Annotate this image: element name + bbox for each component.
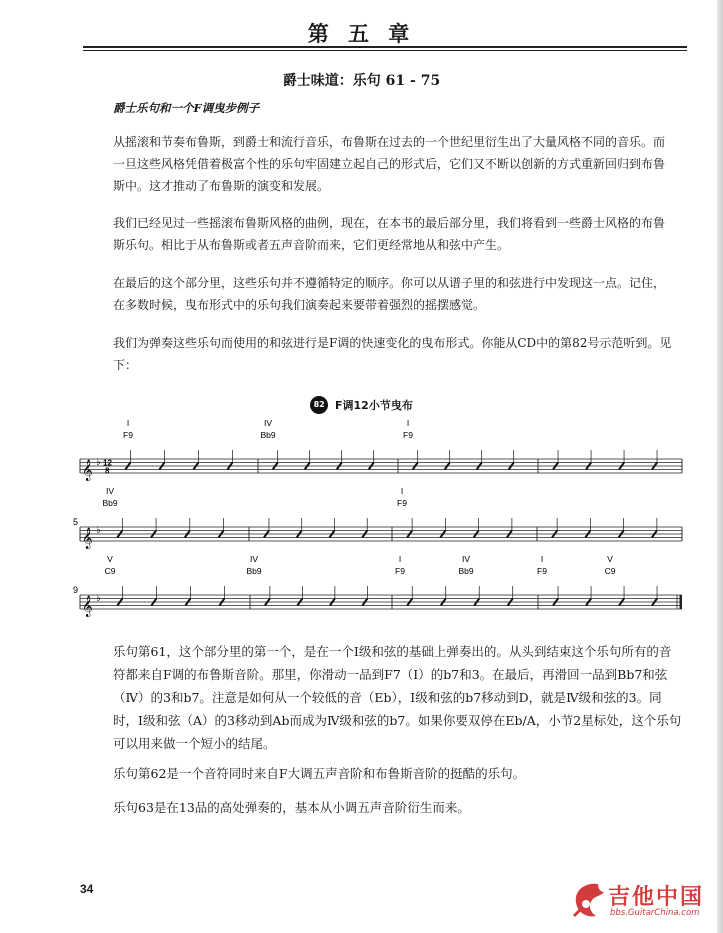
notes-paragraph-2: 乐句第62是一个音符同时来自F大调五声音阶和布鲁斯音阶的挺酷的乐句。 [113, 766, 526, 781]
intro-paragraph-4: 我们为弹奏这些乐句而使用的和弦进行是F调的快速变化的曳布形式。你能从CD中的第82号示范听到。见下： [113, 336, 672, 372]
intro-paragraph-2: 我们已经见过一些摇滚布鲁斯风格的曲例，现在，在本书的最后部分里，我们将看到一些爵士风格的布鲁斯乐句。相比于从布鲁斯或者五声音阶而来，它们更经常地从和弦中产生。 [113, 216, 666, 252]
watermark-text: 吉他中国 [608, 885, 705, 910]
chord-name: F9 [397, 498, 407, 508]
chord-name: C9 [104, 566, 116, 576]
notes-paragraph-3: 乐句63是在13品的高处弹奏的，基本从小调五声音阶衍生而来。 [113, 800, 470, 815]
chord-name: Bb9 [458, 566, 474, 576]
chord-name: F9 [403, 430, 413, 440]
time-signature-bottom: 8 [105, 466, 110, 476]
chord-roman-numeral: I [126, 418, 130, 428]
measure-number: 9 [72, 585, 78, 595]
key-signature-flat: ♭ [96, 593, 101, 604]
chapter-title: 第 五 章 [307, 21, 416, 46]
intro-paragraph-3: 在最后的这个部分里，这些乐句并不遵循特定的顺序。你可以从谱子里的和弦进行中发现这一点。记住，在多数时候，曳布形式中的乐句我们演奏起来要带着强烈的摇摆感觉。 [113, 276, 666, 312]
guitar-logo-icon [568, 878, 608, 924]
cd-track-badge: 82 [310, 396, 328, 414]
key-signature-flat: ♭ [96, 525, 101, 536]
treble-clef-icon: 𝄞 [82, 460, 93, 481]
intro-paragraph-1: 从摇滚和节奏布鲁斯，到爵士和流行音乐，布鲁斯在过去的一个世纪里衍生出了大量风格不同的音乐。而一旦这些风格凭借着极富个性的乐句牢固建立起自己的形式后，它们又不断以创新的方式重新回归到布鲁斯中。这才推动了布鲁斯的演变和发展。 [113, 135, 666, 193]
chord-name: C9 [604, 566, 616, 576]
chord-roman-numeral: IV [263, 418, 273, 428]
chord-roman-numeral: I [398, 554, 402, 564]
chord-roman-numeral: I [540, 554, 544, 564]
chord-roman-numeral: IV [249, 554, 259, 564]
section-subtitle: 爵士乐句和一个F调曳步例子 [113, 101, 260, 115]
notes-paragraph-1: 乐句第61，这个部分里的第一个，是在一个Ⅰ级和弦的基础上弹奏出的。从头到结束这个乐句所有的音符都来自F调的布鲁斯音阶。那里，你滑动一品到F7（Ⅰ）的b7和3。在最后，再滑回一品到Bb7和弦（Ⅳ）的3和b7。注意是如何从一个较低的音（Eb），Ⅰ级和弦的b7移动到D，就是Ⅳ级和弦的3。同时，Ⅰ级和弦（A）的3移动到Ab而成为Ⅳ级和弦的b7。如果你要双停在Eb/A，小节2星标处，这个乐句可以用来做一个短小的结尾。 [113, 644, 682, 751]
chord-name: Bb9 [102, 498, 118, 508]
chord-roman-numeral: IV [105, 486, 115, 496]
section-title: 爵士味道：乐句 61 - 75 [282, 73, 441, 89]
measure-number: 5 [72, 517, 78, 527]
treble-clef-icon: 𝄞 [82, 596, 93, 617]
chord-name: F9 [537, 566, 547, 576]
chord-roman-numeral: I [400, 486, 404, 496]
chord-name: F9 [123, 430, 133, 440]
chord-name: Bb9 [260, 430, 276, 440]
chord-roman-numeral: IV [461, 554, 471, 564]
key-signature-flat: ♭ [96, 457, 101, 468]
final-barline-thick [680, 595, 683, 609]
watermark-url: bbs.GuitarChina.com [610, 908, 700, 918]
chord-name: Bb9 [246, 566, 262, 576]
chord-roman-numeral: V [607, 554, 613, 564]
page-number: 34 [80, 882, 94, 896]
time-signature-top: 12 [103, 458, 112, 468]
chord-roman-numeral: V [107, 554, 113, 564]
treble-clef-icon: 𝄞 [82, 528, 93, 549]
chord-roman-numeral: I [406, 418, 410, 428]
figure-title-text: F调12小节曳布 [335, 399, 413, 412]
chord-name: F9 [395, 566, 405, 576]
watermark [568, 878, 718, 926]
